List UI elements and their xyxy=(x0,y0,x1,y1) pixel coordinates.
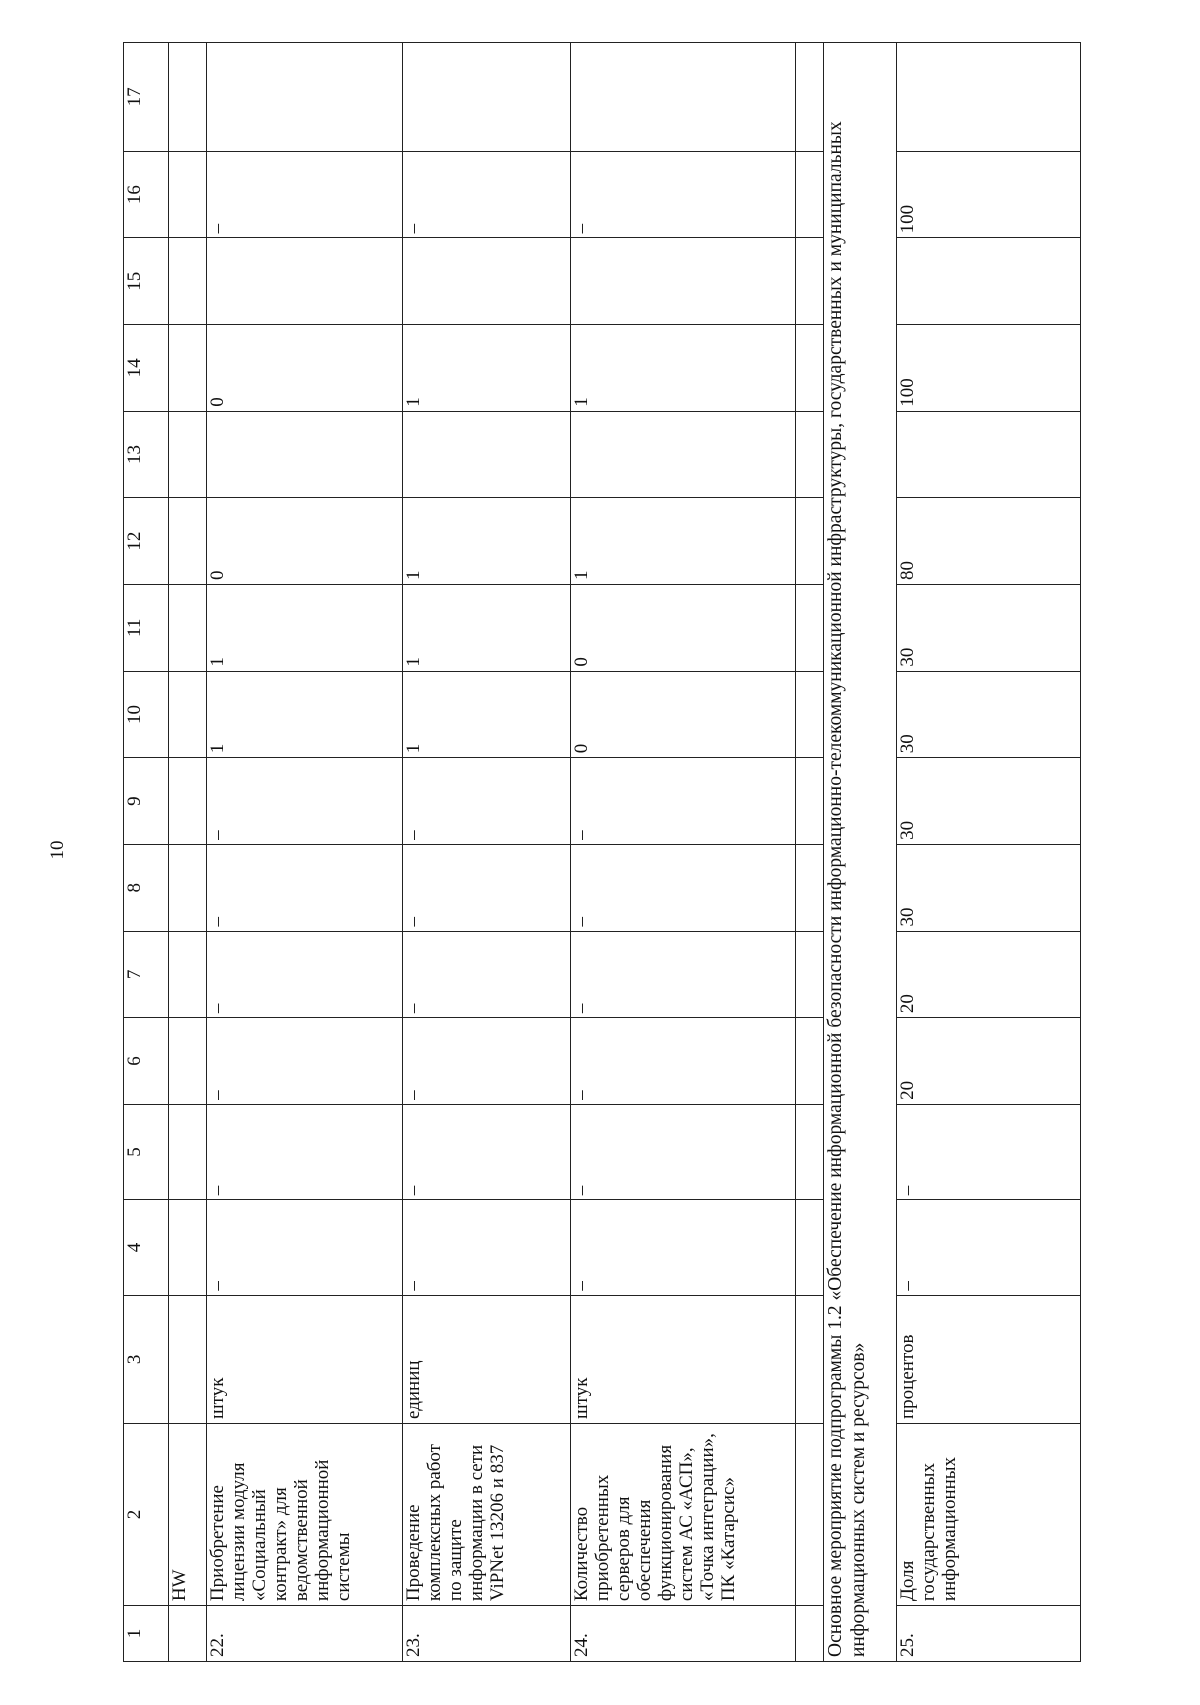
value-cell: 1 xyxy=(403,498,571,585)
value-cell: – xyxy=(897,1200,1081,1295)
value-cell: – xyxy=(403,931,571,1018)
value-cell: – xyxy=(207,1104,403,1199)
value-cell xyxy=(403,238,571,325)
row-number: 24. xyxy=(571,1606,796,1662)
empty-cell xyxy=(169,43,207,152)
table-row xyxy=(571,43,796,1662)
column-number: 11 xyxy=(124,584,169,671)
value-cell xyxy=(403,43,571,152)
value-cell: – xyxy=(571,931,796,1018)
value-cell: 0 xyxy=(571,671,796,758)
value-cell: – xyxy=(571,1200,796,1295)
value-cell xyxy=(571,43,796,152)
empty-cell xyxy=(169,238,207,325)
hw-row xyxy=(169,43,207,1662)
value-cell: – xyxy=(571,758,796,845)
column-number: 8 xyxy=(124,844,169,931)
page-number: 10 xyxy=(47,840,68,860)
value-cell: 20 xyxy=(897,931,1081,1018)
value-cell xyxy=(571,238,796,325)
value-cell: – xyxy=(571,151,796,238)
column-number: 9 xyxy=(124,758,169,845)
value-cell: – xyxy=(403,1200,571,1295)
value-cell: – xyxy=(207,844,403,931)
value-cell: 30 xyxy=(897,671,1081,758)
value-cell xyxy=(897,238,1081,325)
indicator-name: Проведение комплексных работ по защите информации в сети ViPNet 13206 и 837 xyxy=(403,1423,571,1605)
value-cell: 1 xyxy=(403,584,571,671)
value-cell: – xyxy=(207,758,403,845)
value-cell: – xyxy=(207,1200,403,1295)
value-cell xyxy=(403,411,571,498)
empty-cell xyxy=(169,1606,207,1662)
empty-cell xyxy=(169,151,207,238)
empty-cell xyxy=(796,758,824,845)
value-cell: 0 xyxy=(207,325,403,412)
column-number: 7 xyxy=(124,931,169,1018)
value-cell: – xyxy=(403,844,571,931)
column-number: 3 xyxy=(124,1295,169,1423)
column-number: 15 xyxy=(124,238,169,325)
value-cell: 100 xyxy=(897,325,1081,412)
unit-of-measure: процентов xyxy=(897,1295,1081,1423)
spacer-row xyxy=(796,43,824,1662)
value-cell: 80 xyxy=(897,498,1081,585)
empty-cell xyxy=(796,1295,824,1423)
empty-cell xyxy=(796,238,824,325)
column-number: 5 xyxy=(124,1104,169,1199)
empty-cell xyxy=(796,931,824,1018)
column-number: 16 xyxy=(124,151,169,238)
empty-cell xyxy=(796,844,824,931)
empty-cell xyxy=(169,844,207,931)
empty-cell xyxy=(169,1200,207,1295)
indicator-name: Количество приобретенных серверов для обеспечения функционирования систем АС «АСП», «Точка интеграции», ПК «Катарсис» xyxy=(571,1423,796,1605)
empty-cell xyxy=(796,1200,824,1295)
column-number: 1 xyxy=(124,1606,169,1662)
column-number: 6 xyxy=(124,1018,169,1105)
empty-cell xyxy=(796,1606,824,1662)
value-cell: 1 xyxy=(207,671,403,758)
section-title: Основное мероприятие подпрограммы 1.2 «Обеспечение информационной безопасности информационно-телекоммуникационной инфраструктуры, государственных и муниципальных информационных систем и ресурсов» xyxy=(824,43,897,1662)
value-cell: 1 xyxy=(571,498,796,585)
value-cell: 1 xyxy=(403,671,571,758)
empty-cell xyxy=(796,1018,824,1105)
column-number: 12 xyxy=(124,498,169,585)
value-cell: 30 xyxy=(897,758,1081,845)
value-cell: – xyxy=(207,151,403,238)
value-cell: 1 xyxy=(207,584,403,671)
column-number: 17 xyxy=(124,43,169,152)
empty-cell xyxy=(796,498,824,585)
empty-cell xyxy=(796,151,824,238)
indicator-name: Приобретение лицензии модуля «Социальный контракт» для ведомственной информационной системы xyxy=(207,1423,403,1605)
row-number: 22. xyxy=(207,1606,403,1662)
table-row xyxy=(897,43,1081,1662)
column-number: 4 xyxy=(124,1200,169,1295)
row-number: 23. xyxy=(403,1606,571,1662)
empty-cell xyxy=(796,411,824,498)
empty-cell xyxy=(796,584,824,671)
value-cell xyxy=(207,43,403,152)
value-cell xyxy=(571,411,796,498)
value-cell: – xyxy=(207,931,403,1018)
empty-cell xyxy=(796,43,824,152)
value-cell: 0 xyxy=(571,584,796,671)
column-number: 14 xyxy=(124,325,169,412)
value-cell: – xyxy=(403,758,571,845)
unit-of-measure: штук xyxy=(207,1295,403,1423)
indicator-table xyxy=(123,42,1081,1662)
table-row xyxy=(403,43,571,1662)
hw-label: HW xyxy=(169,1423,207,1605)
empty-cell xyxy=(169,584,207,671)
value-cell: – xyxy=(571,844,796,931)
empty-cell xyxy=(169,325,207,412)
value-cell: – xyxy=(403,1104,571,1199)
column-number-row xyxy=(124,43,169,1662)
empty-cell xyxy=(169,1018,207,1105)
value-cell: 20 xyxy=(897,1018,1081,1105)
value-cell xyxy=(897,411,1081,498)
value-cell: – xyxy=(571,1018,796,1105)
unit-of-measure: единиц xyxy=(403,1295,571,1423)
empty-cell xyxy=(169,498,207,585)
value-cell xyxy=(207,238,403,325)
value-cell: 0 xyxy=(207,498,403,585)
empty-cell xyxy=(796,671,824,758)
empty-cell xyxy=(169,758,207,845)
indicator-name: Доля государственных информационных xyxy=(897,1423,1081,1605)
value-cell: 30 xyxy=(897,584,1081,671)
empty-cell xyxy=(169,931,207,1018)
column-number: 2 xyxy=(124,1423,169,1605)
empty-cell xyxy=(169,411,207,498)
section-header-row xyxy=(824,43,897,1662)
row-number: 25. xyxy=(897,1606,1081,1662)
empty-cell xyxy=(796,1423,824,1605)
value-cell: – xyxy=(403,151,571,238)
empty-cell xyxy=(169,671,207,758)
value-cell: – xyxy=(897,1104,1081,1199)
empty-cell xyxy=(169,1295,207,1423)
value-cell xyxy=(897,43,1081,152)
unit-of-measure: штук xyxy=(571,1295,796,1423)
value-cell xyxy=(207,411,403,498)
rotated-table-container xyxy=(123,42,1080,1662)
value-cell: – xyxy=(403,1018,571,1105)
value-cell: 1 xyxy=(403,325,571,412)
column-number: 10 xyxy=(124,671,169,758)
value-cell: 1 xyxy=(571,325,796,412)
value-cell: 30 xyxy=(897,844,1081,931)
empty-cell xyxy=(169,1104,207,1199)
value-cell: – xyxy=(571,1104,796,1199)
value-cell: – xyxy=(207,1018,403,1105)
column-number: 13 xyxy=(124,411,169,498)
empty-cell xyxy=(796,325,824,412)
empty-cell xyxy=(796,1104,824,1199)
value-cell: 100 xyxy=(897,151,1081,238)
table-row xyxy=(207,43,403,1662)
